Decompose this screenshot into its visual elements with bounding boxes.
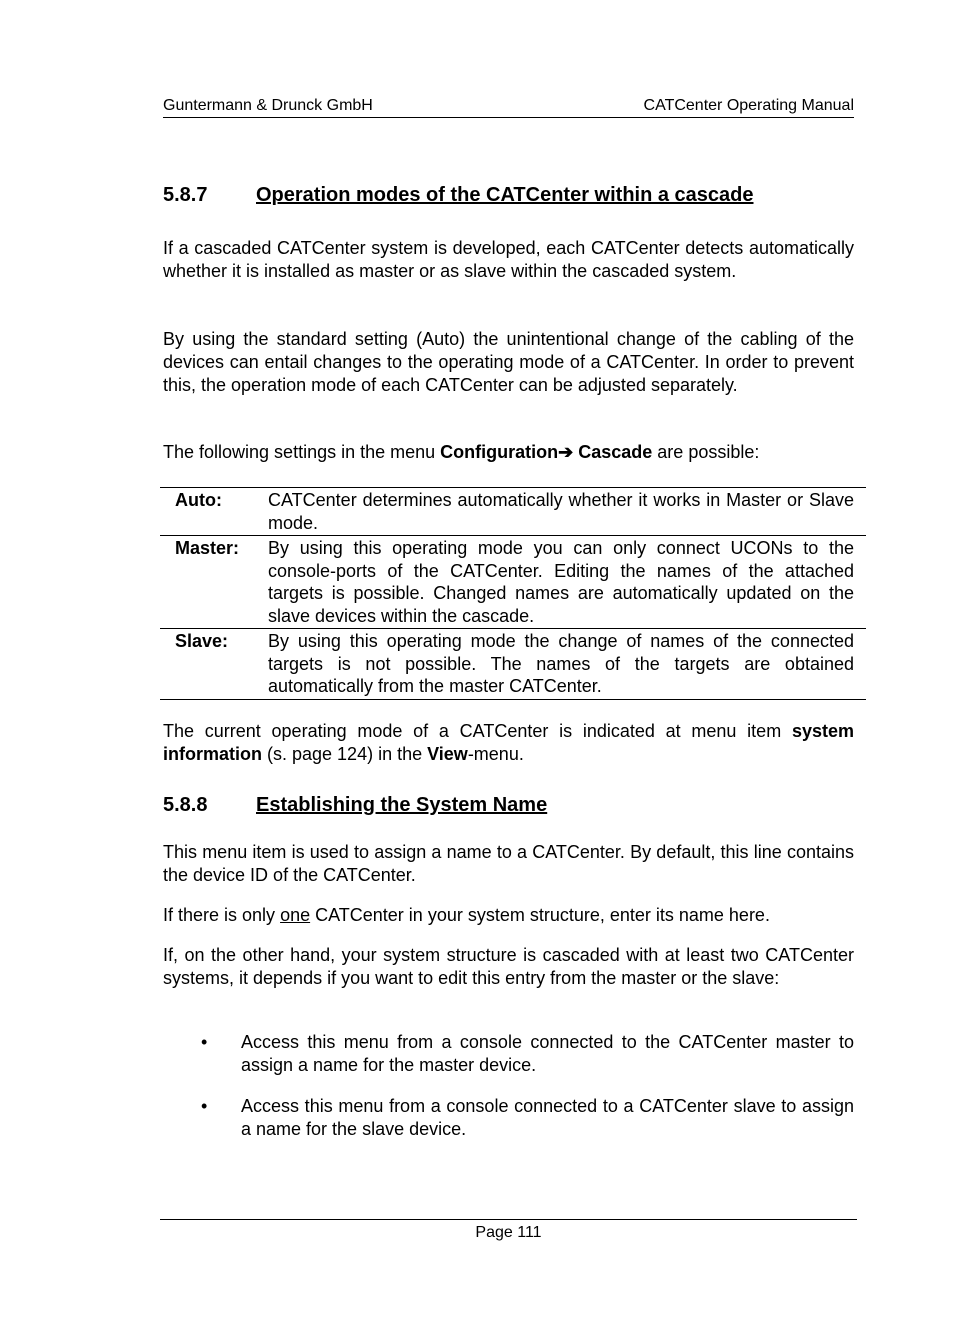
operation-modes-table	[160, 487, 866, 700]
menu-system-information: system information	[163, 721, 854, 764]
table-row	[160, 536, 866, 629]
paragraph-cascaded: If, on the other hand, your system structure is cascaded with at least two CATCenter systems, it depends if you want to edit this entry from the master or the slave:	[163, 945, 854, 988]
list-item-text: Access this menu from a console connected to the CATCenter master to assign a name for the master device.	[241, 1032, 854, 1075]
text: The current operating mode of a CATCenter is indicated at menu item	[163, 721, 792, 741]
text: (s. page 124) in the	[262, 744, 428, 764]
arrow-icon: ➔	[558, 442, 574, 462]
mode-name: Master:	[175, 538, 240, 558]
list-item	[163, 1031, 854, 1077]
mode-description: CATCenter determines automatically whether it works in Master or Slave mode.	[268, 490, 854, 533]
paragraph-system-name: This menu item is used to assign a name to a CATCenter. By default, this line contains the device ID of the CATCenter.	[163, 842, 854, 885]
table-row	[160, 488, 866, 536]
menu-configuration: Configuration	[440, 442, 559, 462]
bullet-icon: •	[201, 1032, 208, 1052]
paragraph-cascade-detect: If a cascaded CATCenter system is developed, each CATCenter detects automatically whether it is installed as master or as slave within the cascaded system.	[163, 238, 854, 281]
emphasis-one: one	[280, 905, 311, 925]
header-manual-title: CATCenter Operating Manual	[643, 97, 854, 114]
mode-name: Auto:	[175, 490, 222, 510]
text: The following settings in the menu	[163, 442, 441, 462]
menu-view: View	[427, 744, 468, 764]
mode-name: Slave:	[175, 631, 229, 651]
section-number: 5.8.8	[163, 794, 208, 816]
header-company: Guntermann & Drunck GmbH	[163, 97, 373, 114]
mode-description: By using this operating mode the change of names of the connected targets is not possible. The names of the targets are obtained automatically from the master CATCenter.	[268, 631, 854, 696]
text: CATCenter in your system structure, enter its name here.	[310, 905, 770, 925]
paragraph-single-catcenter	[163, 904, 854, 927]
text: -menu.	[467, 744, 524, 764]
bullet-icon: •	[201, 1096, 208, 1116]
table-row	[160, 629, 866, 700]
text: are possible:	[652, 442, 760, 462]
paragraph-current-mode	[163, 720, 854, 766]
text: If there is only	[163, 905, 281, 925]
section-number: 5.8.7	[163, 184, 208, 206]
section-title: Operation modes of the CATCenter within a cascade	[256, 184, 754, 206]
menu-cascade: Cascade	[573, 442, 653, 462]
list-item-text: Access this menu from a console connected to a CATCenter slave to assign a name for the slave device.	[241, 1096, 854, 1139]
mode-description: By using this operating mode you can only connect UCONs to the console-ports of the CATCenter. Editing the names of the attached targets is possible. Changed names are automatically updated on the slave devices within the cascade.	[268, 538, 854, 626]
list-item	[163, 1095, 854, 1141]
section-title: Establishing the System Name	[256, 794, 548, 816]
footer-divider	[160, 1219, 857, 1220]
paragraph-standard-setting: By using the standard setting (Auto) the unintentional change of the cabling of the devices can entail changes to the operating mode of a CATCenter. In order to prevent this, the operation mode of each CATCenter can be adjusted separately.	[163, 329, 854, 395]
page-number: Page 111	[475, 1224, 542, 1241]
page-header	[163, 96, 854, 118]
paragraph-menu-settings	[163, 441, 854, 464]
